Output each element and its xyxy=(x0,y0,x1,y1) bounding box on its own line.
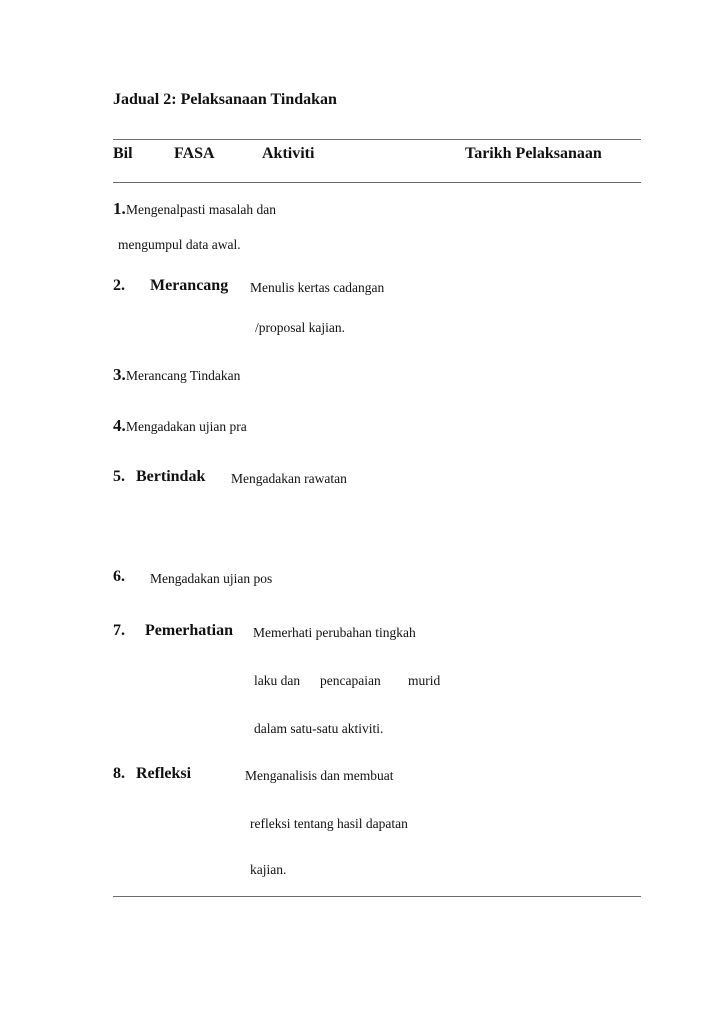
row-activity-line: mengumpul data awal. xyxy=(118,237,241,252)
row-phase: Pemerhatian xyxy=(145,622,233,639)
row-number: 7. xyxy=(113,622,125,639)
row-activity-line: Merancang Tindakan xyxy=(126,368,241,383)
row-activity-line: laku dan xyxy=(254,673,301,688)
row-number: 1. xyxy=(113,199,126,218)
header-rule xyxy=(113,182,641,183)
row-phase: Merancang xyxy=(150,277,229,294)
row-activity-line: murid xyxy=(408,673,441,688)
bottom-rule xyxy=(113,896,641,897)
header-bil: Bil xyxy=(113,145,133,162)
header-tarikh: Tarikh Pelaksanaan xyxy=(465,145,602,162)
header-aktiviti: Aktiviti xyxy=(262,145,315,162)
row-activity-line: kajian. xyxy=(250,862,287,877)
row-activity-line: dalam satu-satu aktiviti. xyxy=(254,721,384,736)
header-fasa: FASA xyxy=(174,145,215,162)
row-number: 2. xyxy=(113,277,125,294)
row-number: 6. xyxy=(113,568,125,585)
row-activity-line: Mengadakan ujian pos xyxy=(150,571,273,586)
row-activity-line: Mengadakan ujian pra xyxy=(126,419,247,434)
top-rule xyxy=(113,139,641,140)
row-activity-line: Menulis kertas cadangan xyxy=(250,280,385,295)
row-activity-line: Menganalisis dan membuat xyxy=(245,768,394,783)
row-number: 8. xyxy=(113,765,125,782)
row-activity-line: Memerhati perubahan tingkah xyxy=(253,625,416,640)
row-activity-line: pencapaian xyxy=(320,673,381,688)
row-activity-line: /proposal kajian. xyxy=(255,320,345,335)
row-phase: Refleksi xyxy=(136,765,192,782)
row-activity-line: refleksi tentang hasil dapatan xyxy=(250,816,408,831)
row-phase: Bertindak xyxy=(136,468,206,485)
row-activity-line: Mengadakan rawatan xyxy=(231,471,347,486)
row-number: 4. xyxy=(113,416,126,435)
row-number: 3. xyxy=(113,365,126,384)
table-caption: Jadual 2: Pelaksanaan Tindakan xyxy=(113,91,337,108)
row-number: 5. xyxy=(113,468,125,485)
row-activity-line: Mengenalpasti masalah dan xyxy=(126,202,276,217)
